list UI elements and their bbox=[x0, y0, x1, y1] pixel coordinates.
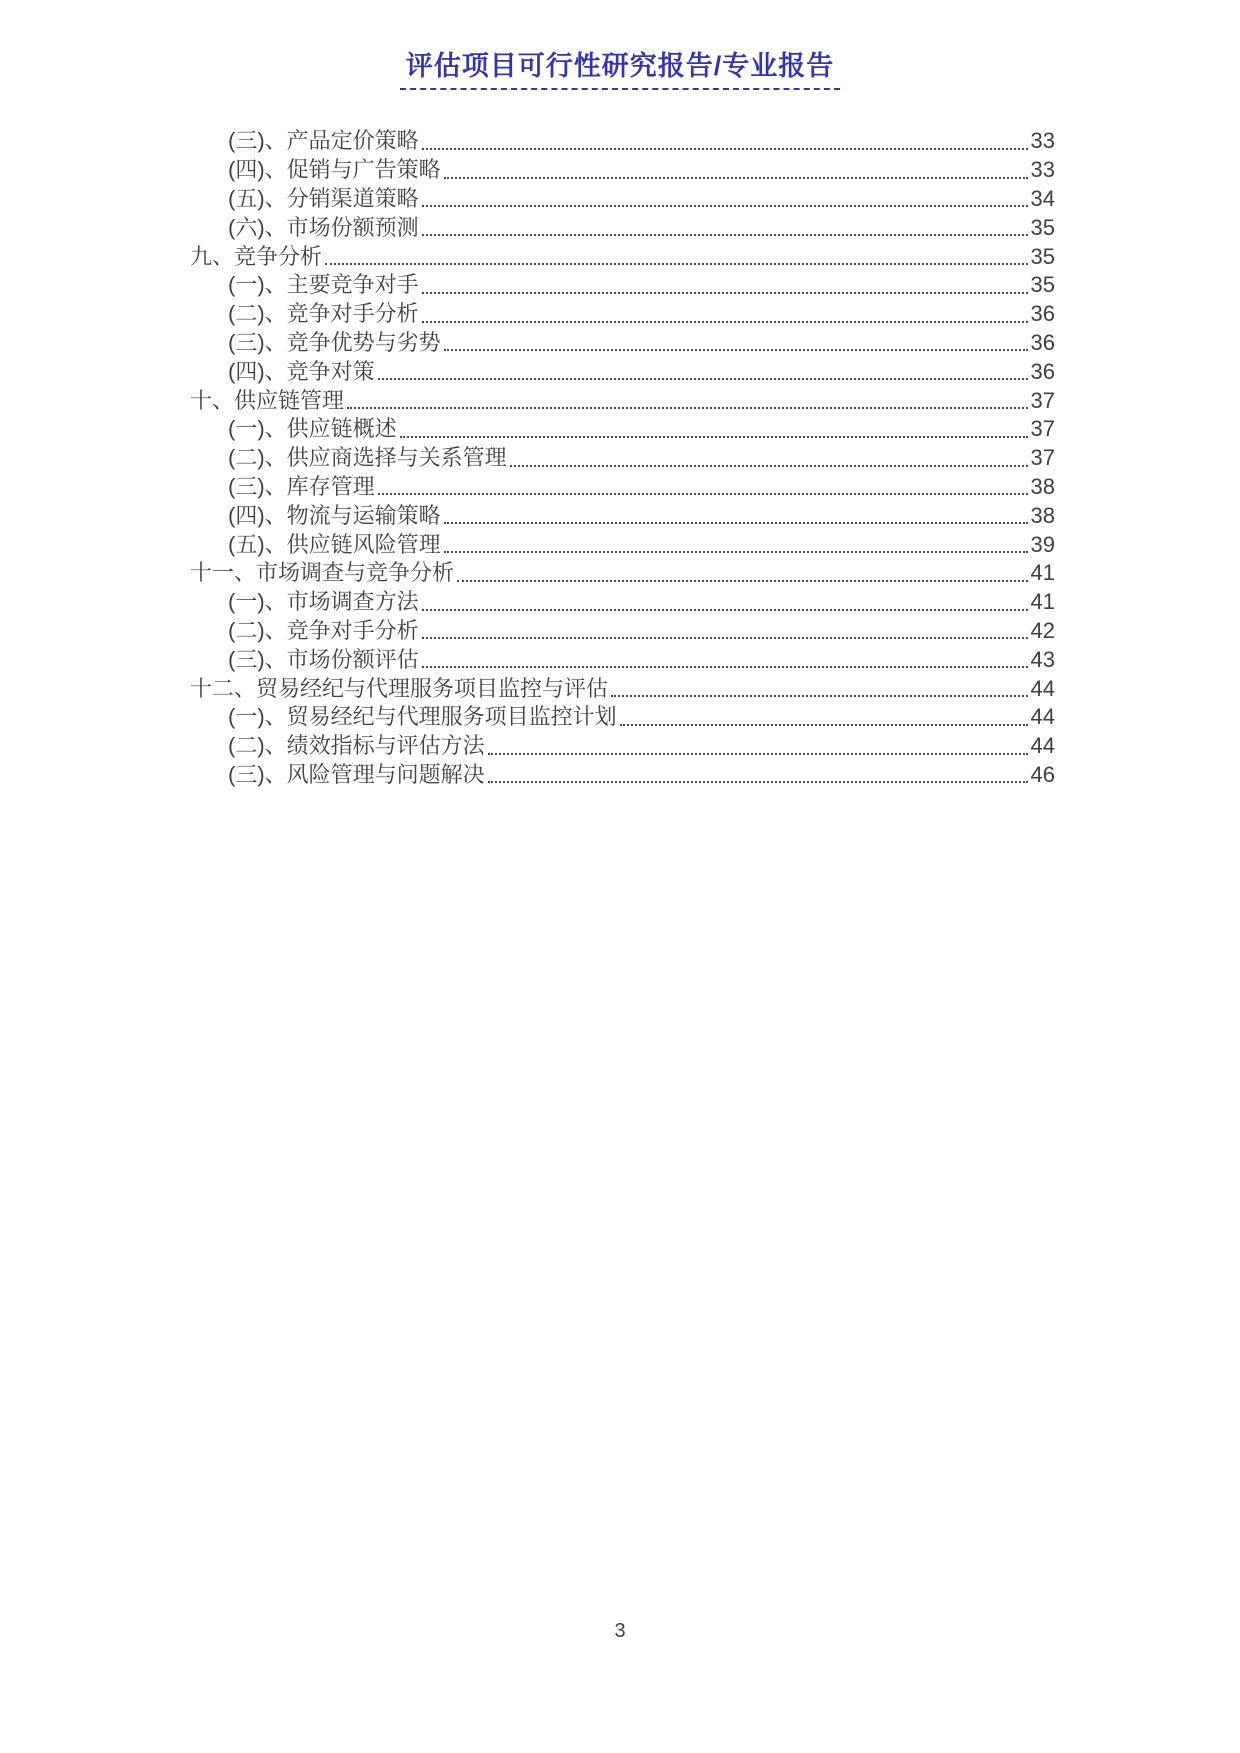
toc-leader-dots bbox=[457, 580, 1028, 582]
toc-entry-label: (二)、供应商选择与关系管理 bbox=[228, 445, 507, 471]
toc-entry-label: (二)、竞争对手分析 bbox=[228, 301, 419, 327]
toc-entry-label: (六)、市场份额预测 bbox=[228, 214, 419, 240]
toc-leader-dots bbox=[422, 234, 1028, 236]
toc-entry-page: 39 bbox=[1030, 531, 1055, 557]
toc-leader-dots bbox=[620, 724, 1028, 726]
document-header bbox=[0, 44, 1240, 90]
toc-entry-label: (一)、贸易经纪与代理服务项目监控计划 bbox=[228, 704, 617, 730]
toc-entry-page: 37 bbox=[1030, 387, 1055, 413]
toc-entry-page: 35 bbox=[1030, 272, 1055, 298]
toc-entry bbox=[190, 673, 1055, 702]
toc-entry-page: 41 bbox=[1030, 560, 1055, 586]
toc-entry-page: 35 bbox=[1030, 214, 1055, 240]
toc-entry bbox=[190, 472, 1055, 501]
toc-entry-page: 33 bbox=[1030, 128, 1055, 154]
toc-entry bbox=[190, 299, 1055, 328]
toc-entry bbox=[190, 760, 1055, 789]
toc-entry-label: (五)、分销渠道策略 bbox=[228, 186, 419, 211]
toc-entry bbox=[190, 731, 1055, 760]
toc-entry bbox=[190, 126, 1055, 155]
toc-entry-page: 37 bbox=[1030, 445, 1055, 471]
toc-leader-dots bbox=[422, 148, 1028, 150]
toc-entry bbox=[190, 328, 1055, 357]
toc-entry bbox=[190, 616, 1055, 645]
toc-leader-dots bbox=[444, 177, 1028, 179]
toc-entry bbox=[190, 155, 1055, 184]
toc-leader-dots bbox=[510, 465, 1028, 467]
toc-entry bbox=[190, 644, 1055, 673]
toc-entry-page: 38 bbox=[1030, 502, 1055, 528]
toc-entry bbox=[190, 500, 1055, 529]
toc-entry-page: 35 bbox=[1030, 243, 1055, 269]
toc-entry-page: 44 bbox=[1030, 675, 1055, 701]
toc-entry-label: (五)、供应链风险管理 bbox=[228, 531, 441, 557]
toc-entry-label: (二)、竞争对手分析 bbox=[228, 617, 419, 643]
page-number: 3 bbox=[614, 1620, 626, 1642]
toc-leader-dots bbox=[347, 407, 1028, 409]
toc-entry-label: (一)、主要竞争对手 bbox=[228, 272, 419, 298]
toc-leader-dots bbox=[444, 349, 1028, 351]
toc-leader-dots bbox=[422, 292, 1028, 294]
toc-entry-page: 44 bbox=[1030, 733, 1055, 759]
document-title: 评估项目可行性研究报告/专业报告 bbox=[400, 44, 841, 90]
toc-leader-dots bbox=[422, 321, 1028, 323]
toc-leader-dots bbox=[488, 781, 1028, 783]
toc-entry bbox=[190, 270, 1055, 299]
toc-leader-dots bbox=[325, 263, 1028, 265]
toc-leader-dots bbox=[422, 609, 1028, 611]
toc-leader-dots bbox=[422, 205, 1028, 207]
toc-entry-label: (四)、竞争对策 bbox=[228, 358, 375, 384]
toc-list bbox=[190, 126, 1055, 788]
toc-entry-page: 36 bbox=[1030, 329, 1055, 355]
toc-entry bbox=[190, 241, 1055, 270]
toc-entry-page: 33 bbox=[1030, 157, 1055, 183]
toc-leader-dots bbox=[488, 753, 1028, 755]
toc-leader-dots bbox=[378, 493, 1028, 495]
toc-entry-label: 十一、市场调查与竞争分析 bbox=[190, 560, 455, 586]
toc-entry bbox=[190, 702, 1055, 731]
toc-entry bbox=[190, 443, 1055, 472]
toc-entry-label: 十、供应链管理 bbox=[190, 387, 345, 413]
toc-entry-label: 十二、贸易经纪与代理服务项目监控与评估 bbox=[190, 675, 609, 701]
toc-entry-page: 41 bbox=[1030, 589, 1055, 615]
toc-entry-page: 38 bbox=[1030, 473, 1055, 499]
toc-entry-label: (一)、市场调查方法 bbox=[228, 589, 419, 615]
toc-entry bbox=[190, 184, 1055, 213]
toc-entry-label: (一)、供应链概述 bbox=[228, 416, 397, 442]
toc-entry-page: 37 bbox=[1030, 416, 1055, 442]
toc-entry-label: (二)、绩效指标与评估方法 bbox=[228, 733, 485, 759]
toc-entry bbox=[190, 212, 1055, 241]
toc-entry-page: 34 bbox=[1030, 186, 1055, 211]
toc-entry-page: 43 bbox=[1030, 646, 1055, 672]
toc-entry-page: 36 bbox=[1030, 358, 1055, 384]
toc-entry-label: (三)、市场份额评估 bbox=[228, 646, 419, 672]
toc-entry-label: (三)、库存管理 bbox=[228, 473, 375, 499]
toc-entry bbox=[190, 356, 1055, 385]
toc-leader-dots bbox=[422, 666, 1028, 668]
toc-entry bbox=[190, 558, 1055, 587]
toc-entry-label: (三)、风险管理与问题解决 bbox=[228, 761, 485, 787]
toc-entry-label: (三)、产品定价策略 bbox=[228, 128, 419, 154]
toc-entry-label: 九、竞争分析 bbox=[190, 243, 323, 269]
toc-entry-page: 42 bbox=[1030, 617, 1055, 643]
toc-leader-dots bbox=[422, 637, 1028, 639]
toc-entry-label: (四)、促销与广告策略 bbox=[228, 157, 441, 183]
toc-entry-label: (四)、物流与运输策略 bbox=[228, 502, 441, 528]
toc-entry-page: 44 bbox=[1030, 704, 1055, 730]
toc-entry bbox=[190, 385, 1055, 414]
toc-leader-dots bbox=[444, 522, 1028, 524]
toc-entry bbox=[190, 529, 1055, 558]
page-footer bbox=[0, 1620, 1240, 1643]
toc-entry-page: 36 bbox=[1030, 301, 1055, 327]
toc-leader-dots bbox=[611, 695, 1028, 697]
toc-entry bbox=[190, 414, 1055, 443]
toc-entry-label: (三)、竞争优势与劣势 bbox=[228, 329, 441, 355]
toc-leader-dots bbox=[378, 378, 1028, 380]
toc-leader-dots bbox=[400, 436, 1028, 438]
toc-entry bbox=[190, 587, 1055, 616]
toc-leader-dots bbox=[444, 551, 1028, 553]
toc-entry-page: 46 bbox=[1030, 761, 1055, 787]
